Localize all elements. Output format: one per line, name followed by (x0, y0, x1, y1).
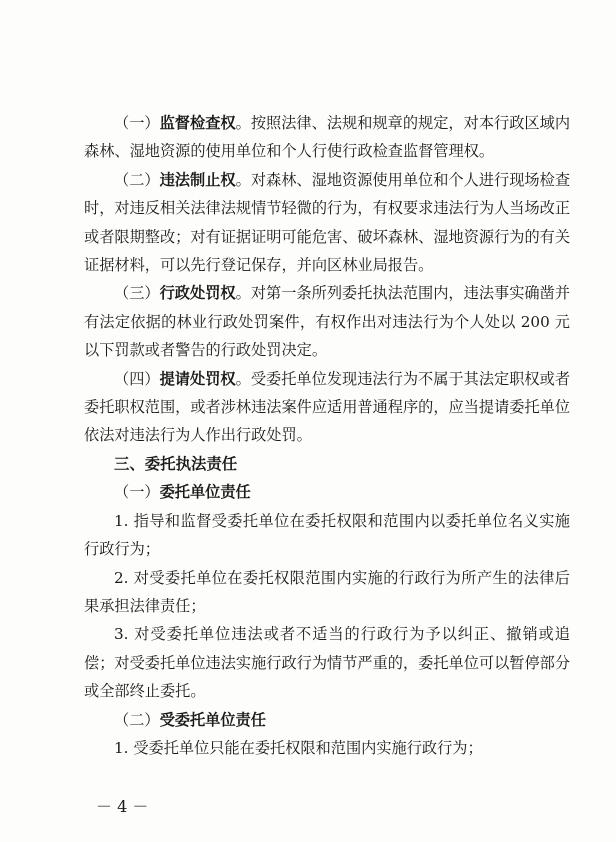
page-number: － 4 － (96, 797, 149, 816)
section-heading: 三、委托执法责任 (114, 454, 238, 473)
paragraph-stop-violation (84, 166, 570, 280)
paragraph-supervision (84, 109, 570, 166)
list-item: 2. 对受委托单位在委托权限范围内实施的行政行为所产生的法律后果承担法律责任； (84, 568, 570, 615)
subsection-title: 委托单位责任 (159, 483, 251, 502)
paragraph-title: 违法制止权 (159, 170, 236, 189)
subsection-lead: （二） (114, 710, 160, 729)
list-item: 1. 受委托单位只能在委托权限和范围内实施行政行为； (114, 738, 483, 757)
paragraph-body: 。对森林、湿地资源使用单位和个人进行现场检查时，对违反相关法律法规情节轻微的行为，有权要求违法行为人当场改正或者限期整改；对有证据证明可能危害、破坏森林、湿地资源行为的有关证据材料，可以先行登记保存，并向区林业局报告。 (84, 170, 571, 275)
paragraph-lead: （三） (114, 284, 160, 303)
subsection-heading (84, 478, 570, 506)
paragraph-lead: （四） (114, 369, 160, 388)
subsection-heading (84, 706, 570, 734)
paragraph-lead: （一） (114, 114, 160, 132)
paragraph-body: 。受委托单位发现违法行为不属于其法定职权或者委托职权范围，或者涉林违法案件应适用普通程序的，应当提请委托单位依法对违法行为人作出行政处罚。 (84, 369, 571, 445)
paragraph-title: 监督检查权 (159, 114, 236, 132)
paragraph-request-penalty (84, 365, 570, 450)
subsection-lead: （一） (114, 483, 160, 502)
list-item: 1. 指导和监督受委托单位在委托权限和范围内以委托单位名义实施行政行为； (84, 511, 570, 559)
document-body (84, 109, 570, 762)
paragraph-penalty (84, 279, 570, 364)
paragraph-lead: （二） (114, 170, 160, 189)
paragraph-title: 行政处罚权 (159, 284, 236, 303)
paragraph-body: 。按照法律、法规和规章的规定，对本行政区域内森林、湿地资源的使用单位和个人行使行政检查监督管理权。 (84, 114, 571, 161)
paragraph-body: 。对第一条所列委托执法范围内，违法事实确凿并有法定依据的林业行政处罚案件，有权作出对违法行为个人处以 200 元以下罚款或者警告的行政处罚决定。 (84, 284, 571, 360)
paragraph-title: 提请处罚权 (159, 369, 236, 388)
subsection-title: 受委托单位责任 (159, 710, 266, 729)
list-item: 3. 对受委托单位违法或者不适当的行政行为予以纠正、撤销或追偿；对受委托单位违法实施行政行为情节严重的，委托单位可以暂停部分或全部终止委托。 (84, 625, 570, 701)
